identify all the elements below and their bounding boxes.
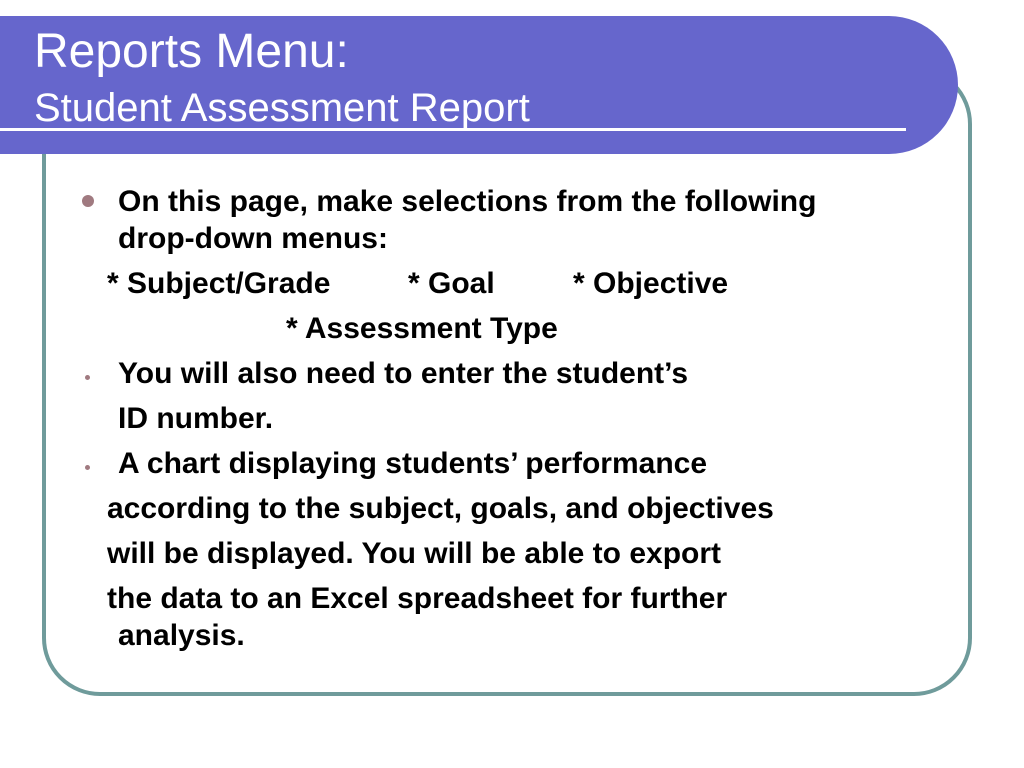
menu-item-goal: * Goal <box>408 267 495 300</box>
menu-item-objective: * Objective <box>573 267 729 300</box>
bullet-2-line-2: ID number. <box>118 402 274 435</box>
bullet-dot-icon <box>82 195 94 207</box>
bullet-3-line-4: the data to an Excel spreadsheet for further <box>107 582 728 615</box>
menu-item-subject-grade: * Subject/Grade <box>107 267 331 300</box>
bullet-3-line-5: analysis. <box>118 619 245 652</box>
bullet-2-line-1: You will also need to enter the student’s <box>118 357 689 390</box>
bullet-3-line-3: will be displayed. You will be able to export <box>107 537 722 570</box>
slide-title: Reports Menu: <box>34 25 349 78</box>
bullet-dot-icon <box>85 465 90 470</box>
bullet-3-line-2: according to the subject, goals, and objectives <box>107 492 774 525</box>
bullet-dot-icon <box>85 375 90 380</box>
bullet-1-line-2: drop-down menus: <box>118 222 388 255</box>
bullet-3-line-1: A chart displaying students’ performance <box>118 447 708 480</box>
bullet-1-line-1: On this page, make selections from the following <box>118 185 817 218</box>
slide-subtitle: Student Assessment Report <box>34 86 530 130</box>
menu-item-assessment-type: * Assessment Type <box>286 312 558 345</box>
